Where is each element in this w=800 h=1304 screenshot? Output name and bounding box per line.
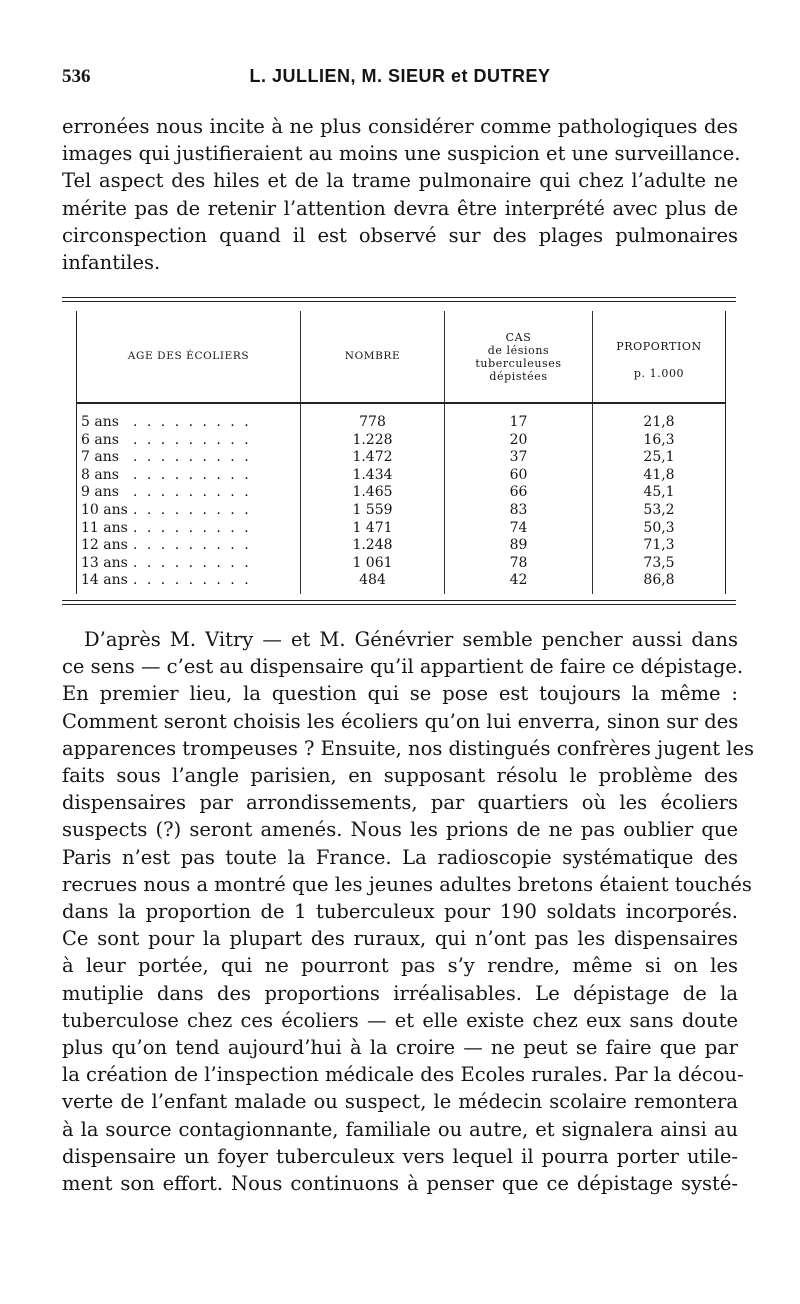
cell-nombre: 1.228 <box>352 431 393 448</box>
paragraph-2 <box>62 626 755 1197</box>
cell-proportion: 16,3 <box>643 431 675 448</box>
text-line: dispensaire un foyer tuberculeux vers lequel il pourra porter utile- <box>62 1144 738 1168</box>
header-age: AGE DES ÉCOLIERS <box>127 350 250 362</box>
page-header <box>62 66 738 96</box>
cell-nombre: 778 <box>359 414 386 430</box>
leader-dots: . . . . . . . . . <box>133 449 252 466</box>
table-row <box>77 572 725 590</box>
text-line: à la source contagionnante, familiale ou autre, et signalera ainsi au <box>62 1117 738 1141</box>
cell-age-value: 14 ans <box>81 572 128 589</box>
cell-age <box>81 572 291 590</box>
cell-nombre: 1.472 <box>352 449 393 466</box>
table-row <box>77 484 725 502</box>
text-line: D’après M. Vitry — et M. Génévrier semble pencher aussi dans <box>84 628 738 651</box>
cell-nombre: 1.465 <box>352 484 393 501</box>
table-row <box>77 537 725 555</box>
cell-age <box>81 449 291 467</box>
cell-proportion: 25,1 <box>643 449 675 466</box>
header-cas-line: de lésions <box>487 343 550 357</box>
text-line: recrues nous a montré que les jeunes adultes bretons étaient touchés <box>62 872 752 896</box>
cell-proportion: 45,1 <box>643 484 675 501</box>
paragraph-1 <box>62 113 741 276</box>
cell-age <box>81 555 291 573</box>
table-body <box>76 311 726 594</box>
cell-nombre: 484 <box>359 572 386 589</box>
cell-age <box>81 414 291 432</box>
cell-age-value: 8 ans <box>81 466 119 483</box>
text-line: dans la proportion de 1 tuberculeux pour 190 soldats incorporés. <box>62 900 738 924</box>
leader-dots: . . . . . . . . . <box>133 554 252 571</box>
header-cas-line: tuberculeuses <box>475 356 562 370</box>
header-cas-line: dépistées <box>489 369 548 383</box>
header-nombre: NOMBRE <box>344 350 401 362</box>
tuberculosis-table <box>62 297 736 605</box>
text-line: plus qu’on tend aujourd’hui à la croire — ne peut se faire que par <box>62 1036 738 1060</box>
cell-age-value: 11 ans <box>81 519 128 536</box>
cell-nombre: 1 061 <box>352 554 393 571</box>
cell-age <box>81 537 291 555</box>
cell-cas: 66 <box>509 484 528 501</box>
table-row <box>77 467 725 485</box>
text-line: Comment seront choisis les écoliers qu’on lui enverra, sinon sur des <box>62 709 739 733</box>
cell-cas: 89 <box>509 537 528 554</box>
cell-age-value: 7 ans <box>81 449 119 466</box>
cell-proportion: 73,5 <box>643 554 675 571</box>
cell-cas: 83 <box>509 501 528 518</box>
text-line: En premier lieu, la question qui se pose est toujours la même : <box>62 682 738 706</box>
cell-cas: 78 <box>509 554 528 571</box>
text-line: verte de l’enfant malade ou suspect, le médecin scolaire remontera <box>62 1090 738 1114</box>
text-line: dispensaires par arrondissements, par quartiers où les écoliers <box>62 791 738 815</box>
cell-age <box>81 467 291 485</box>
cell-age <box>81 432 291 450</box>
cell-nombre: 1 471 <box>352 519 393 536</box>
cell-cas: 60 <box>509 466 528 483</box>
cell-age-value: 5 ans <box>81 414 119 430</box>
table-row <box>77 555 725 573</box>
text-line: ment son effort. Nous continuons à penser que ce dépistage systé- <box>62 1172 738 1196</box>
cell-age-value: 6 ans <box>81 431 119 448</box>
header-proportion <box>593 311 725 402</box>
text-line: la création de l’inspection médicale des Ecoles rurales. Par la décou- <box>62 1063 744 1087</box>
table-row <box>77 520 725 538</box>
text-line: ce sens — c’est au dispensaire qu’il appartient de faire ce dépistage. <box>62 655 744 679</box>
cell-cas: 17 <box>509 414 528 430</box>
text-line: circonspection quand il est observé sur des plages pulmonaires <box>62 223 738 247</box>
leader-dots: . . . . . . . . . <box>133 501 252 518</box>
running-title: L. JULLIEN, M. SIEUR et DUTREY <box>249 66 551 86</box>
cell-age-value: 13 ans <box>81 554 128 571</box>
cell-proportion: 50,3 <box>643 519 675 536</box>
cell-cas: 37 <box>509 449 528 466</box>
leader-dots: . . . . . . . . . <box>133 414 252 430</box>
cell-age-value: 9 ans <box>81 484 119 501</box>
cell-age <box>81 502 291 520</box>
leader-dots: . . . . . . . . . <box>133 484 252 501</box>
cell-proportion: 71,3 <box>643 537 675 554</box>
cell-nombre: 1.434 <box>352 466 393 483</box>
leader-dots: . . . . . . . . . <box>133 519 252 536</box>
cell-cas: 20 <box>509 431 528 448</box>
text-line: faits sous l’angle parisien, en supposant résolu le problème des <box>62 764 738 788</box>
text-line: images qui justifieraient au moins une suspicion et une surveillance. <box>62 142 741 166</box>
leader-dots: . . . . . . . . . <box>133 572 252 589</box>
cell-age-value: 10 ans <box>81 501 128 518</box>
header-cas-line: CAS <box>505 330 532 344</box>
text-line: erronées nous incite à ne plus considérer comme pathologiques des <box>62 115 738 138</box>
cell-cas: 42 <box>509 572 528 589</box>
cell-nombre: 1 559 <box>352 501 393 518</box>
cell-proportion: 41,8 <box>643 466 675 483</box>
text-line: infantiles. <box>62 251 161 275</box>
cell-age-value: 12 ans <box>81 537 128 554</box>
table-row <box>77 449 725 467</box>
table-row <box>77 502 725 520</box>
cell-age <box>81 484 291 502</box>
text-line: mutiplie dans des proportions irréalisables. Le dépistage de la <box>62 981 738 1005</box>
page-number: 536 <box>62 66 91 87</box>
text-line: apparences trompeuses ? Ensuite, nos distingués confrères jugent les <box>62 736 755 760</box>
header-cas <box>445 311 592 402</box>
header-proportion-title: PROPORTION <box>616 339 702 353</box>
leader-dots: . . . . . . . . . <box>133 431 252 448</box>
text-line: tuberculose chez ces écoliers — et elle existe chez eux sans doute <box>62 1008 738 1032</box>
leader-dots: . . . . . . . . . <box>133 466 252 483</box>
cell-proportion: 86,8 <box>643 572 675 589</box>
cell-cas: 74 <box>509 519 528 536</box>
text-line: Tel aspect des hiles et de la trame pulmonaire qui chez l’adulte ne <box>62 169 738 193</box>
cell-proportion: 53,2 <box>643 501 675 518</box>
text-line: Ce sont pour la plupart des ruraux, qui n’ont pas les dispensaires <box>62 927 738 951</box>
cell-proportion: 21,8 <box>643 414 675 430</box>
table-rows <box>77 414 725 590</box>
text-line: suspects (?) seront amenés. Nous les prions de ne pas oublier que <box>62 818 738 842</box>
cell-nombre: 1.248 <box>352 537 393 554</box>
text-line: mérite pas de retenir l’attention devra être interprété avec plus de <box>62 196 738 220</box>
leader-dots: . . . . . . . . . <box>133 537 252 554</box>
cell-age <box>81 520 291 538</box>
table-row <box>77 432 725 450</box>
header-rule <box>77 402 725 404</box>
text-line: Paris n’est pas toute la France. La radioscopie systématique des <box>62 845 738 869</box>
table-row <box>77 414 725 432</box>
header-proportion-unit: p. 1.000 <box>633 366 685 380</box>
text-line: à leur portée, qui ne pourront pas s’y rendre, même si on les <box>62 954 738 978</box>
